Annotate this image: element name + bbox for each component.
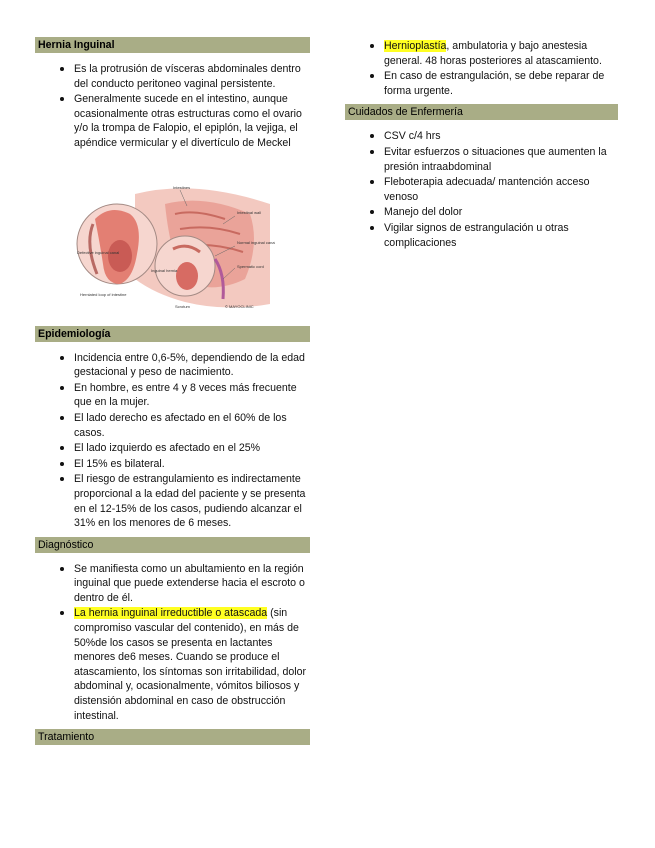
section-header-diagnostico: Diagnóstico — [35, 537, 310, 553]
cuidados-list — [345, 129, 618, 250]
right-column — [345, 37, 618, 256]
left-column — [35, 37, 310, 745]
figure-label: Herniated loop of intestine — [80, 291, 127, 297]
tratamiento-list — [345, 39, 618, 98]
list-item: CSV c/4 hrs — [345, 129, 618, 144]
figure-label: Defective inguinal canal — [77, 249, 120, 255]
list-item: El riesgo de estrangulamiento es indirectamente proporcional a la edad del paciente y se presenta en el 12-15% de los casos, pudiendo alcanzar el 31% en los menores de 6 meses. — [35, 472, 310, 530]
list-item: En caso de estrangulación, se debe reparar de forma urgente. — [345, 69, 618, 98]
list-item: En hombre, es entre 4 y 8 veces más frecuente que en la mujer. — [35, 381, 310, 410]
list-item: Incidencia entre 0,6-5%, dependiendo de la edad gestacional y peso de nacimiento. — [35, 351, 310, 380]
list-item: El lado izquierdo es afectado en el 25% — [35, 441, 310, 456]
list-item: Vigilar signos de estrangulación u otras complicaciones — [345, 221, 618, 250]
list-item — [35, 606, 310, 723]
list-item: Generalmente sucede en el intestino, aunque ocasionalmente otras estructuras como el ovario y/o la trompa de Falopio, el epiplón, la vejiga, el apéndice vermicular y el divertículo de Meckel — [35, 92, 310, 150]
list-item: Manejo del dolor — [345, 205, 618, 220]
list-item: Se manifiesta como un abultamiento en la región inguinal que puede extenderse hacia el escroto o dentro de él. — [35, 562, 310, 606]
figure-label: Intestinal wall — [237, 209, 262, 215]
highlighted-text: Hernioplastía — [384, 40, 447, 52]
list-item: El lado derecho es afectado en el 60% de los casos. — [35, 411, 310, 440]
list-item: Es la protrusión de vísceras abdominales dentro del conducto peritoneo vaginal persistente. — [35, 62, 310, 91]
list-item: El 15% es bilateral. — [35, 457, 310, 472]
list-item — [345, 39, 618, 68]
hernia-list — [35, 62, 310, 151]
figure-label: Scrotum — [175, 303, 190, 309]
figure-label: Spermatic cord — [237, 263, 264, 269]
section-header-tratamiento: Tratamiento — [35, 729, 310, 745]
list-item-text: (sin compromiso vascular del contenido), en más de 50%de los casos se presenta en lactantes menores de6 meses. Cuando se produce el atascamiento, los síntomas son irritabilidad, dolor abdominal y, ocasionalmente, vómitos biliosos y distensión abdominal en caso de obstrucción intestinal. — [74, 607, 306, 722]
epidemiologia-list — [35, 351, 310, 531]
figure-label: © MAYOCLINIC — [225, 303, 254, 309]
diagnostico-list — [35, 562, 310, 724]
figure-label: Inguinal hernia — [151, 267, 178, 273]
section-header-cuidados: Cuidados de Enfermería — [345, 104, 618, 120]
highlighted-text: La hernia inguinal irreductible o atascada — [74, 607, 268, 620]
list-item-text: , ambulatoria y bajo anestesia general. 48 horas posteriores al atascamiento. — [384, 40, 602, 67]
figure-label: Normal inguinal canal — [237, 239, 275, 245]
hernia-anatomy-illustration — [75, 184, 275, 314]
list-item: Evitar esfuerzos o situaciones que aumenten la presión intraabdominal — [345, 145, 618, 174]
section-header-epidemiologia: Epidemiología — [35, 326, 310, 342]
figure-label: Intestines — [173, 184, 191, 190]
section-header-hernia: Hernia Inguinal — [35, 37, 310, 53]
list-item: Fleboterapia adecuada/ mantención acceso venoso — [345, 175, 618, 204]
